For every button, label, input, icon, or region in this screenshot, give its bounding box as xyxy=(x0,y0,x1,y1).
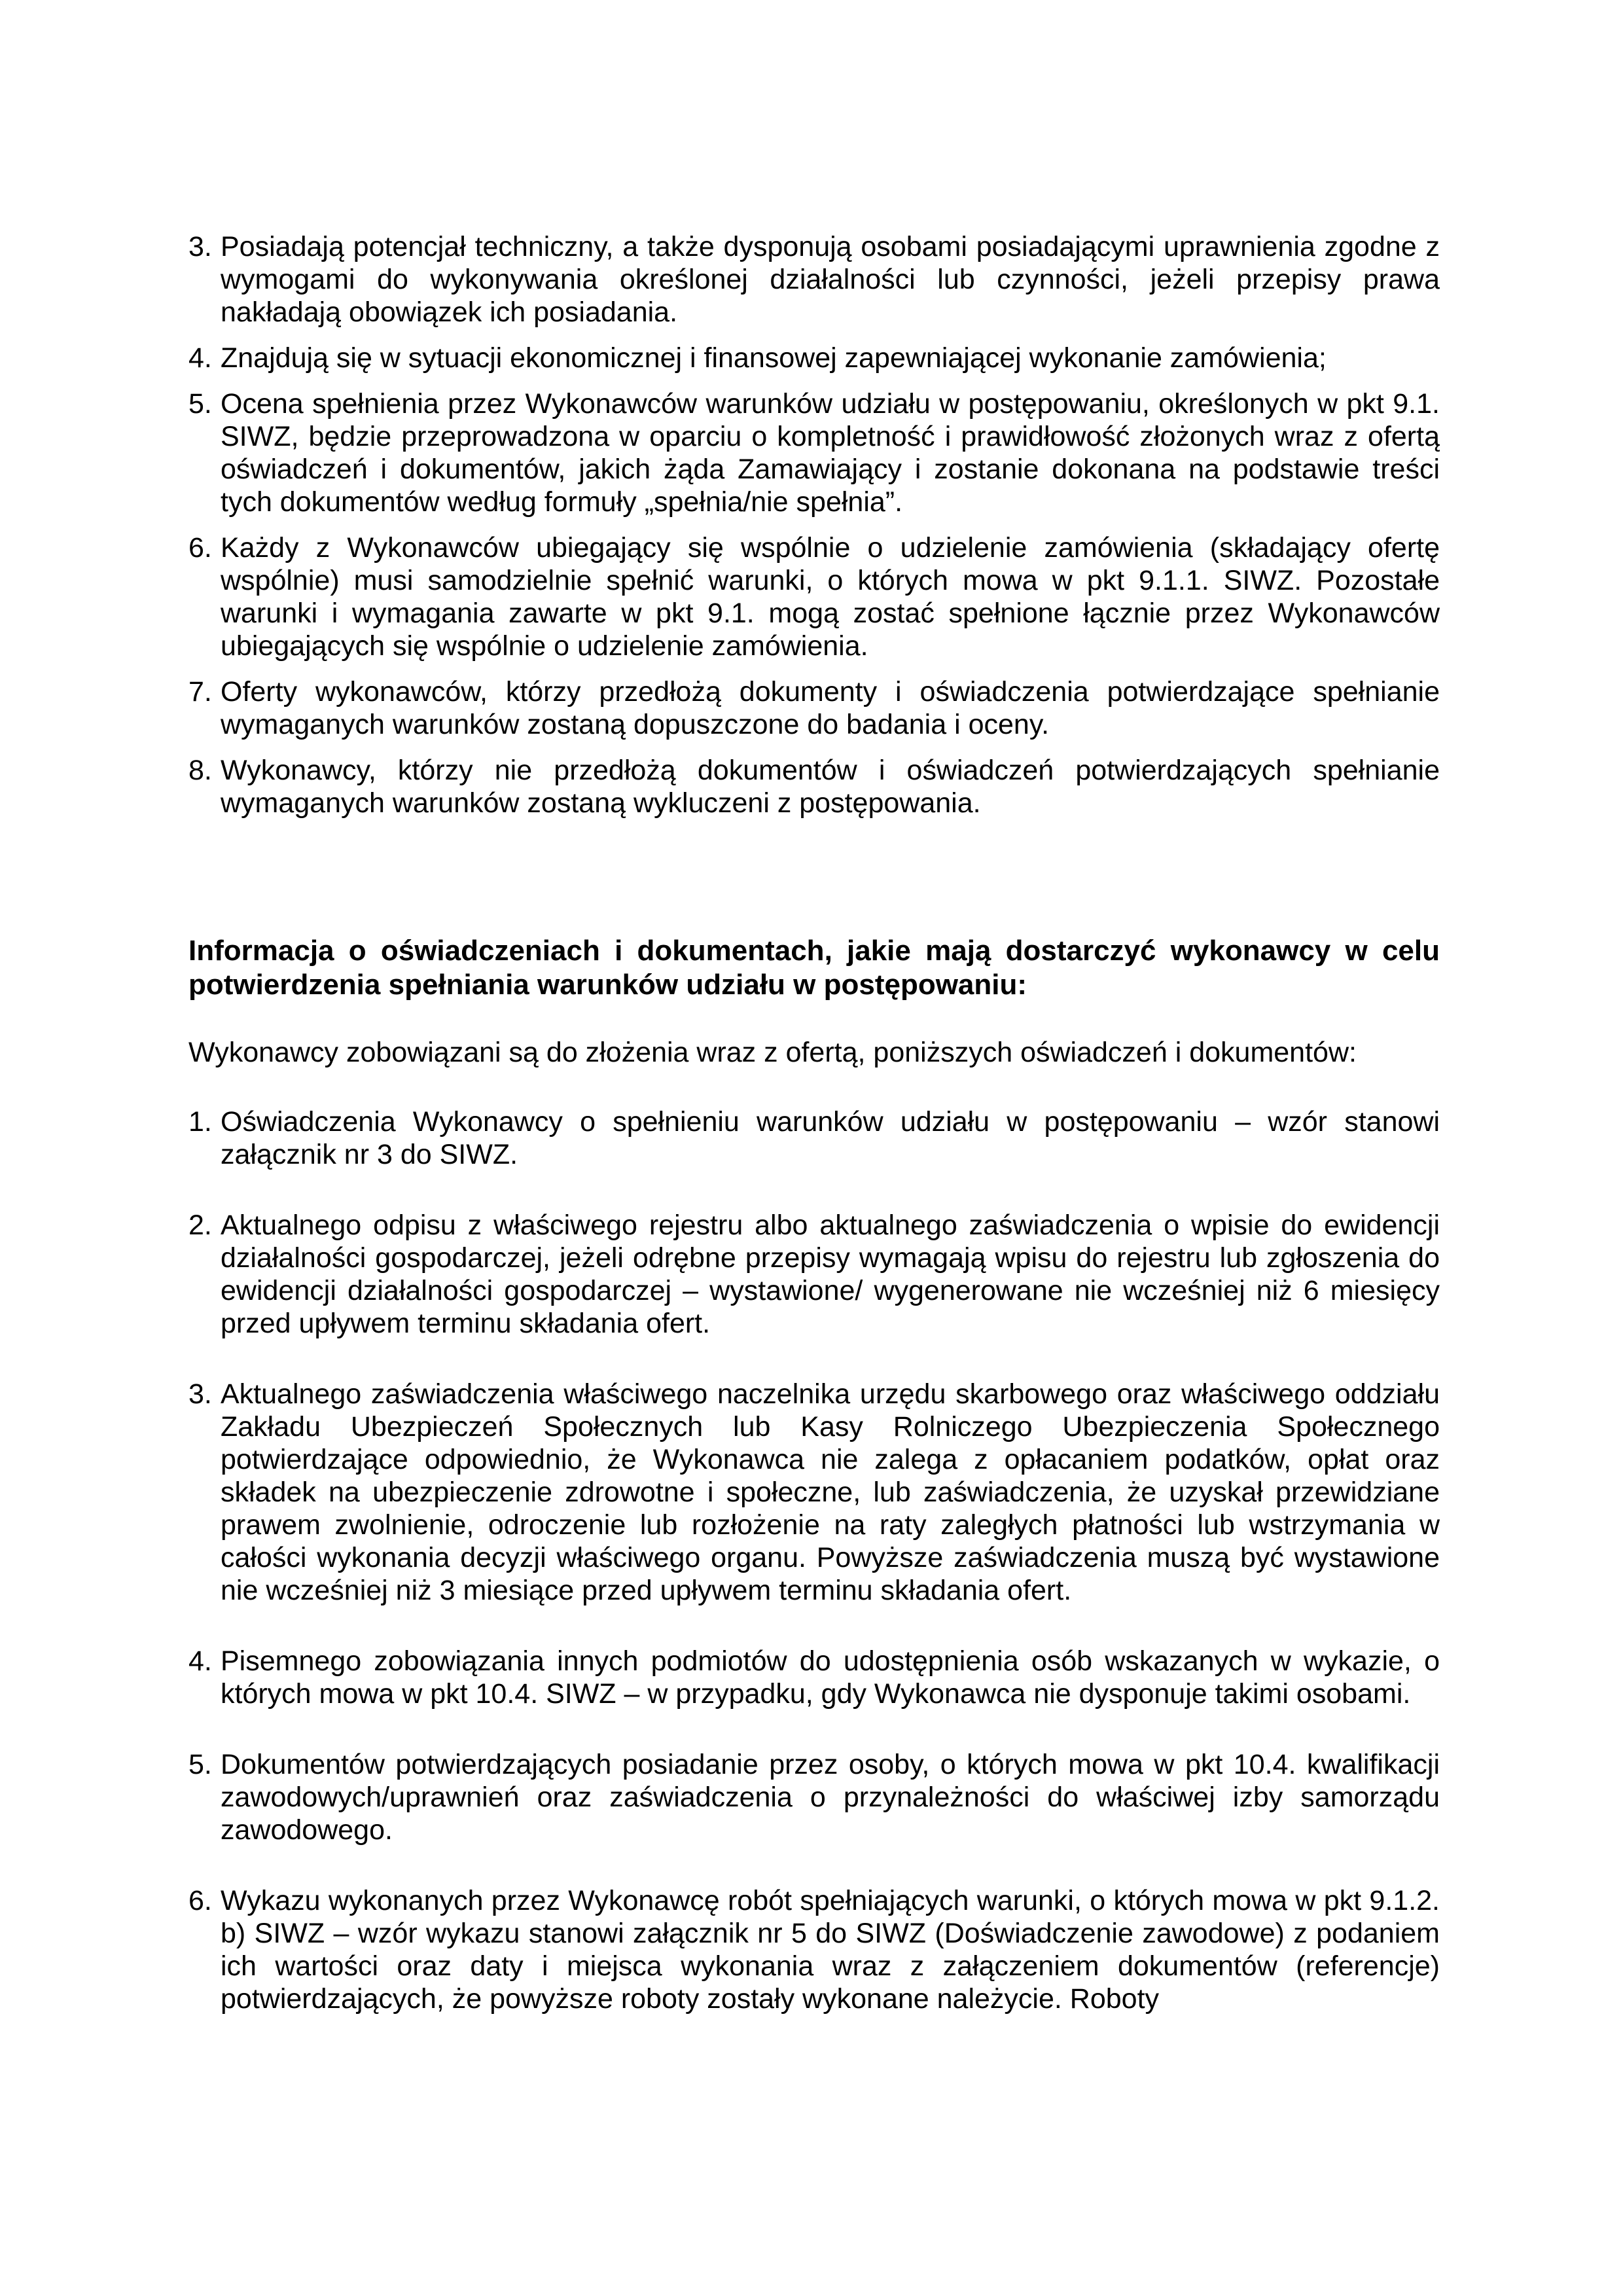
item-number: 4. xyxy=(188,1645,212,1677)
list-item xyxy=(188,342,1440,374)
list-item xyxy=(188,1645,1440,1710)
list-item xyxy=(188,1209,1440,1340)
item-text: Wykonawcy, którzy nie przedłożą dokumentów i oświadczeń potwierdzających spełnianie wymaganych warunków zostaną wykluczeni z postępowania. xyxy=(221,755,1440,819)
item-number: 6. xyxy=(188,532,212,564)
item-text: Oferty wykonawców, którzy przedłożą dokumenty i oświadczenia potwierdzające spełnianie wymaganych warunków zostaną dopuszczone do badania i oceny. xyxy=(221,676,1440,740)
item-text: Wykazu wykonanych przez Wykonawcę robót spełniających warunki, o których mowa w pkt 9.1.2. b) SIWZ – wzór wykazu stanowi załącznik nr 5 do SIWZ (Doświadczenie zawodowe) z podaniem ich wartości oraz daty i miejsca wykonania wraz z załączeniem dokumentów (referencje) potwierdzających, że powyższe roboty zostały wykonane należycie. Roboty xyxy=(221,1885,1440,2015)
item-text: Pisemnego zobowiązania innych podmiotów do udostępnienia osób wskazanych w wykazie, o których mowa w pkt 10.4. SIWZ – w przypadku, gdy Wykonawca nie dysponuje takimi osobami. xyxy=(221,1645,1440,1710)
item-number: 7. xyxy=(188,676,212,708)
documents-list xyxy=(188,1105,1440,2015)
item-text: Znajdują się w sytuacji ekonomicznej i finansowej zapewniającej wykonanie zamówienia; xyxy=(221,342,1327,374)
list-item xyxy=(188,531,1440,662)
item-text: Dokumentów potwierdzających posiadanie przez osoby, o których mowa w pkt 10.4. kwalifikacji zawodowych/uprawnień oraz zaświadczenia o przynależności do właściwej izby samorządu zawodowego. xyxy=(221,1749,1440,1846)
item-text: Aktualnego odpisu z właściwego rejestru albo aktualnego zaświadczenia o wpisie do ewidencji działalności gospodarczej, jeżeli odrębne przepisy wymagają wpisu do rejestru lub zgłoszenia do ewidencji działalności gospodarczej – wystawione/ wygenerowane nie wcześniej niż 6 miesięcy przed upływem terminu składania ofert. xyxy=(221,1210,1440,1339)
item-number: 6. xyxy=(188,1885,212,1916)
intro-paragraph: Wykonawcy zobowiązani są do złożenia wraz z ofertą, poniższych oświadczeń i dokumentów: xyxy=(188,1037,1357,1068)
item-number: 5. xyxy=(188,388,212,420)
item-text: Aktualnego zaświadczenia właściwego naczelnika urzędu skarbowego oraz właściwego oddziału Zakładu Ubezpieczeń Społecznych lub Kasy Rolniczego Ubezpieczenia Społecznego potwierdzające odpowiednio, że Wykonawca nie zalega z opłacaniem podatków, opłat oraz składek na ubezpieczenie zdrowotne i społeczne, lub zaświadczenia, że uzyskał przewidziane prawem zwolnienie, odroczenie lub rozłożenie na raty zaległych płatności lub wstrzymania w całości wykonania decyzji właściwego organu. Powyższe zaświadczenia muszą być wystawione nie wcześniej niż 3 miesiące przed upływem terminu składania ofert. xyxy=(221,1378,1440,1606)
section-heading: Informacja o oświadczeniach i dokumentach, jakie mają dostarczyć wykonawcy w celu potwierdzenia spełniania warunków udziału w postępowaniu: xyxy=(188,935,1440,1001)
item-number: 5. xyxy=(188,1749,212,1780)
conditions-list xyxy=(188,230,1440,819)
list-item xyxy=(188,1378,1440,1607)
item-number: 8. xyxy=(188,755,212,786)
list-item xyxy=(188,387,1440,518)
item-number: 2. xyxy=(188,1210,212,1241)
item-number: 3. xyxy=(188,1378,212,1410)
item-number: 3. xyxy=(188,231,212,262)
item-text: Posiadają potencjał techniczny, a także dysponują osobami posiadającymi uprawnienia zgodne z wymogami do wykonywania określonej działalności lub czynności, jeżeli przepisy prawa nakładają obowiązek ich posiadania. xyxy=(221,231,1440,328)
item-text: Ocena spełnienia przez Wykonawców warunków udziału w postępowaniu, określonych w pkt 9.1. SIWZ, będzie przeprowadzona w oparciu o kompletność i prawidłowość złożonych wraz z ofertą oświadczeń i dokumentów, jakich żąda Zamawiający i zostanie dokonana na podstawie treści tych dokumentów według formuły „spełnia/nie spełnia”. xyxy=(221,388,1440,518)
item-number: 1. xyxy=(188,1106,212,1138)
list-item xyxy=(188,1748,1440,1846)
document-content xyxy=(188,230,1440,2015)
item-text: Każdy z Wykonawców ubiegający się wspólnie o udzielenie zamówienia (składający ofertę wspólnie) musi samodzielnie spełnić warunki, o których mowa w pkt 9.1.1. SIWZ. Pozostałe warunki i wymagania zawarte w pkt 9.1. mogą zostać spełnione łącznie przez Wykonawców ubiegających się wspólnie o udzielenie zamówienia. xyxy=(221,532,1440,662)
list-item xyxy=(188,1105,1440,1171)
list-item xyxy=(188,1884,1440,2015)
list-item xyxy=(188,230,1440,329)
item-number: 4. xyxy=(188,342,212,374)
item-text: Oświadczenia Wykonawcy o spełnieniu warunków udziału w postępowaniu – wzór stanowi załącznik nr 3 do SIWZ. xyxy=(221,1106,1440,1170)
list-item xyxy=(188,675,1440,741)
list-item xyxy=(188,754,1440,819)
